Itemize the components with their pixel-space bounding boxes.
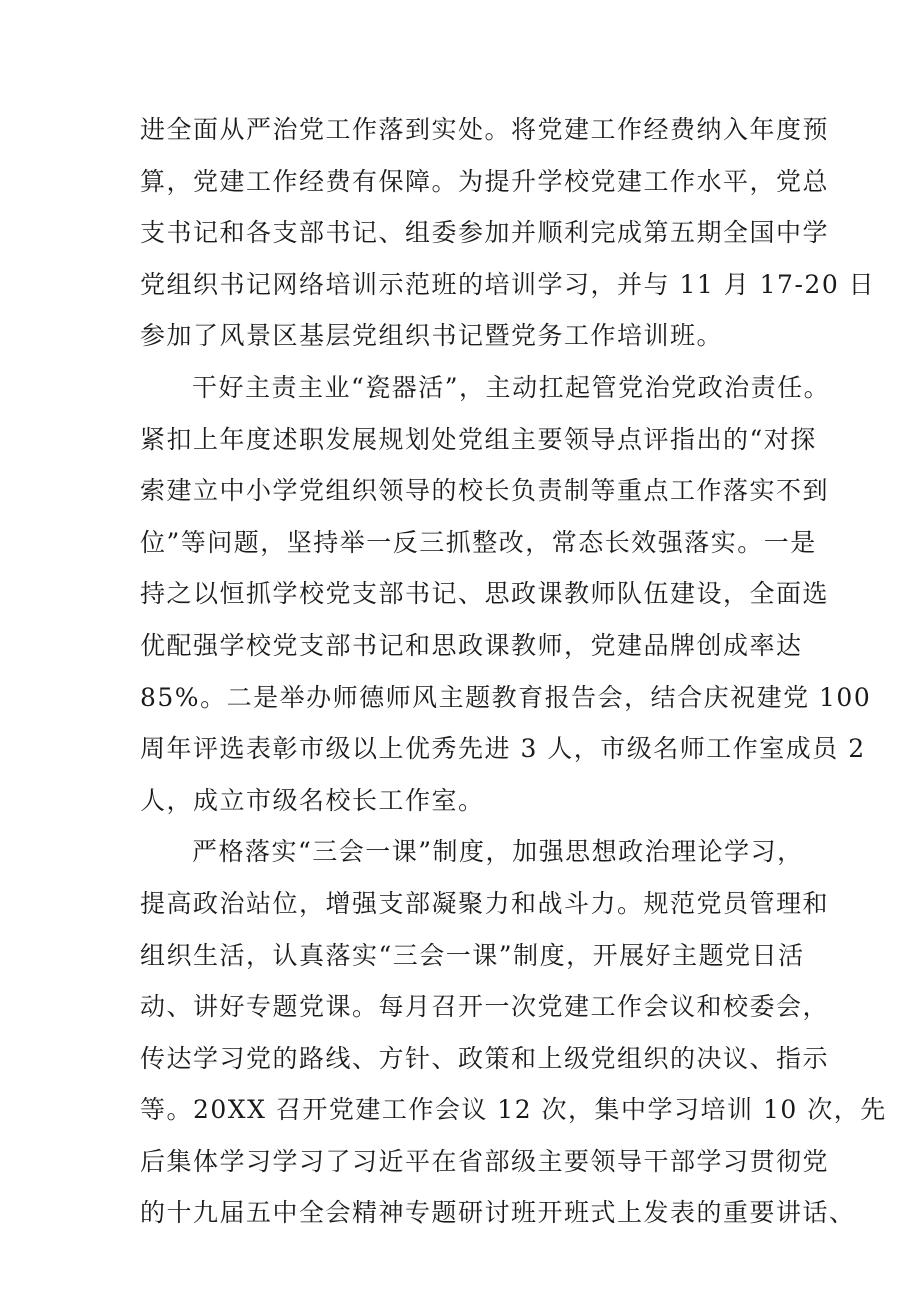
text-line: 党组织书记网络培训示范班的培训学习，并与 11 月 17-20 日: [140, 269, 876, 299]
text-line: 紧扣上年度述职发展规划处党组主要领导点评指出的“对探: [140, 424, 817, 454]
text-line: 的十九届五中全会精神专题研讨班开班式上发表的重要讲话、: [140, 1198, 856, 1228]
text-line: 组织生活，认真落实“三会一课”制度，开展好主题党日活: [140, 940, 805, 970]
text-line: 参加了风景区基层党组织书记暨党务工作培训班。: [140, 321, 724, 351]
text-line: 索建立中小学党组织领导的校长负责制等重点工作落实不到: [140, 476, 830, 506]
text-line: 人，成立市级名校长工作室。: [140, 785, 485, 815]
text-line: 后集体学习学习了习近平在省部级主要领导干部学习贯彻党: [140, 1146, 830, 1176]
text-line: 位”等问题，坚持举一反三抓整改，常态长效强落实。一是: [140, 527, 817, 557]
text-line: 等。20XX 召开党建工作会议 12 次，集中学习培训 10 次，先: [140, 1095, 887, 1125]
paragraph-first-line: 严格落实“三会一课”制度，加强思想政治理论学习，: [192, 837, 804, 867]
text-line: 算，党建工作经费有保障。为提升学校党建工作水平，党总: [140, 166, 830, 196]
text-line: 动、讲好专题党课。每月召开一次党建工作会议和校委会，: [140, 992, 830, 1022]
text-line: 传达学习党的路线、方针、政策和上级党组织的决议、指示: [140, 1043, 830, 1073]
document-body: [140, 104, 887, 1239]
text-line: 85%。二是举办师德师风主题教育报告会，结合庆祝建党 100: [140, 682, 872, 712]
paragraph-first-line: 干好主责主业“瓷器活”，主动扛起管党治党政治责任。: [192, 372, 831, 402]
text-line: 支书记和各支部书记、组委参加并顺利完成第五期全国中学: [140, 218, 830, 248]
text-line: 进全面从严治党工作落到实处。将党建工作经费纳入年度预: [140, 115, 830, 144]
text-line: 周年评选表彰市级以上优秀先进 3 人，市级名师工作室成员 2: [140, 734, 866, 764]
text-line: 提高政治站位，增强支部凝聚力和战斗力。规范党员管理和: [140, 888, 830, 918]
text-line: 持之以恒抓学校党支部书记、思政课教师队伍建设，全面选: [140, 579, 830, 609]
text-line: 优配强学校党支部书记和思政课教师，党建品牌创成率达: [140, 630, 803, 660]
